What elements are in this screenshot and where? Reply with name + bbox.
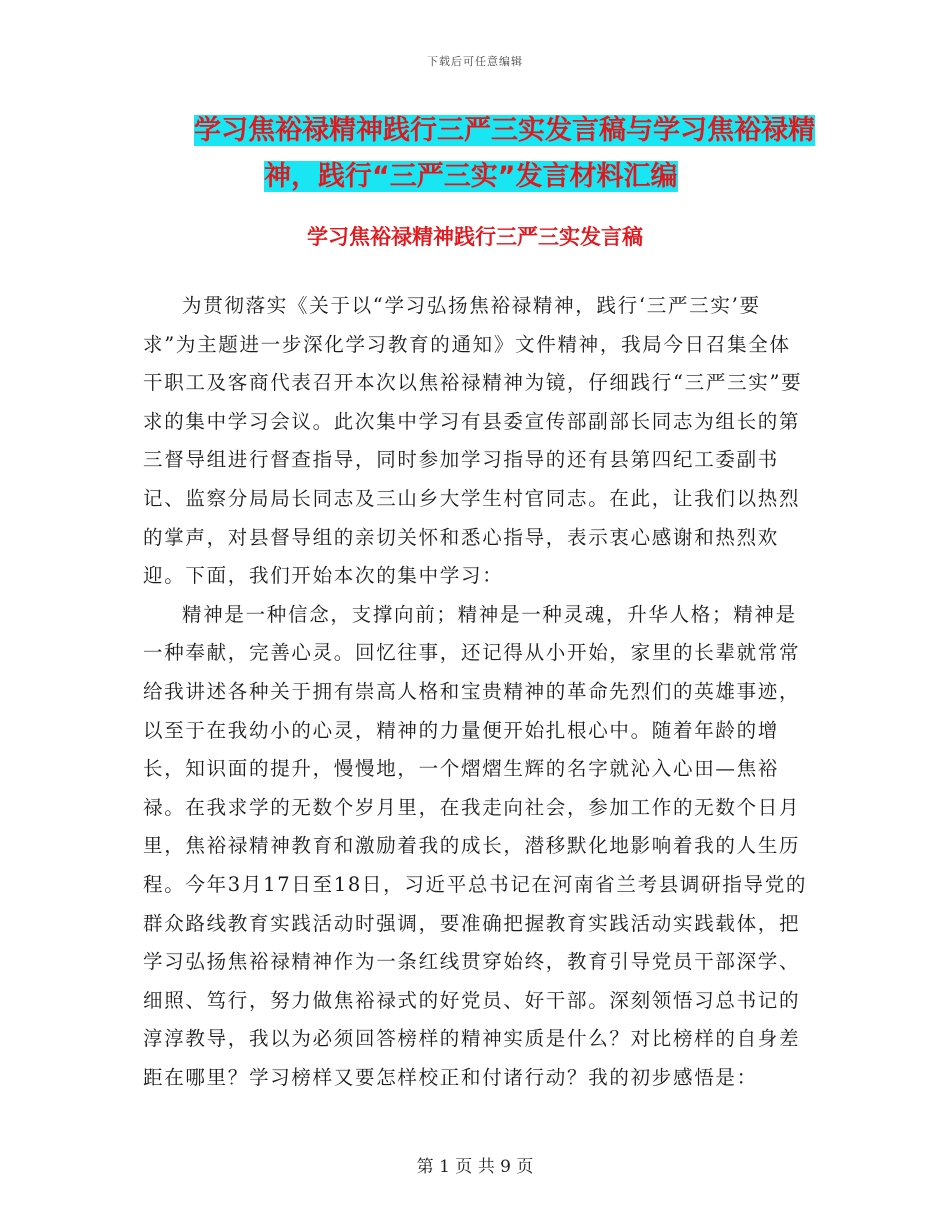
header-note: 下载后可任意编辑: [427, 55, 523, 68]
title-line-2: 神，践行“三严三实”发言材料汇编: [264, 161, 678, 192]
paragraph-2: 精神是一种信念，支撑向前；精神是一种灵魂，升华人格；精神是一种奉献，完善心灵。回忆往事，还记得从小开始，家里的长辈就常常给我讲述各种关于拥有崇高人格和宝贵精神的革命先烈们的英雄事迹，以至于在我幼小的心灵，精神的力量便开始扎根心中。随着年龄的增长，知识面的提升，慢慢地，一个熠熠生辉的名字就沁入心田—焦裕禄。在我求学的无数个岁月里，在我走向社会，参加工作的无数个日月里，焦裕禄精神教育和激励着我的成长，潜移默化地影响着我的人生历程。今年3月17日至18日，习近平总书记在河南省兰考县调研指导党的群众路线教育实践活动时强调，要准确把握教育实践活动实践载体，把学习弘扬焦裕禄精神作为一条红线贯穿始终，教育引导党员干部深学、细照、笃行，努力做焦裕禄式的好党员、好干部。深刻领悟习总书记的淳淳教导，我以为必须回答榜样的精神实质是什么？对比榜样的自身差距在哪里？学习榜样又要怎样校正和付诸行动？我的初步感悟是：: [143, 602, 808, 1089]
title-line-1: 学习焦裕禄精神践行三严三实发言稿与学习焦裕禄精: [194, 115, 815, 146]
document-title: [143, 108, 823, 200]
paragraph-1: 为贯彻落实《关于以“学习弘扬焦裕禄精神，践行‘三严三实’要求”为主题进一步深化学习教育的通知》文件精神，我局今日召集全体干职工及客商代表召开本次以焦裕禄精神为镜，仔细践行“三严三实”要求的集中学习会议。此次集中学习有县委宣传部副部长同志为组长的第三督导组进行督查指导，同时参加学习指导的还有县第四纪工委副书记、监察分局局长同志及三山乡大学生村官同志。在此，让我们以热烈的掌声，对县督导组的亲切关怀和悉心指导，表示衷心感谢和热烈欢迎。下面，我们开始本次的集中学习：: [143, 294, 803, 588]
section-subtitle: 学习焦裕禄精神践行三严三实发言稿: [307, 225, 643, 249]
page-footer: 第 1 页 共 9 页: [416, 1157, 534, 1177]
document-body: [143, 287, 811, 1097]
